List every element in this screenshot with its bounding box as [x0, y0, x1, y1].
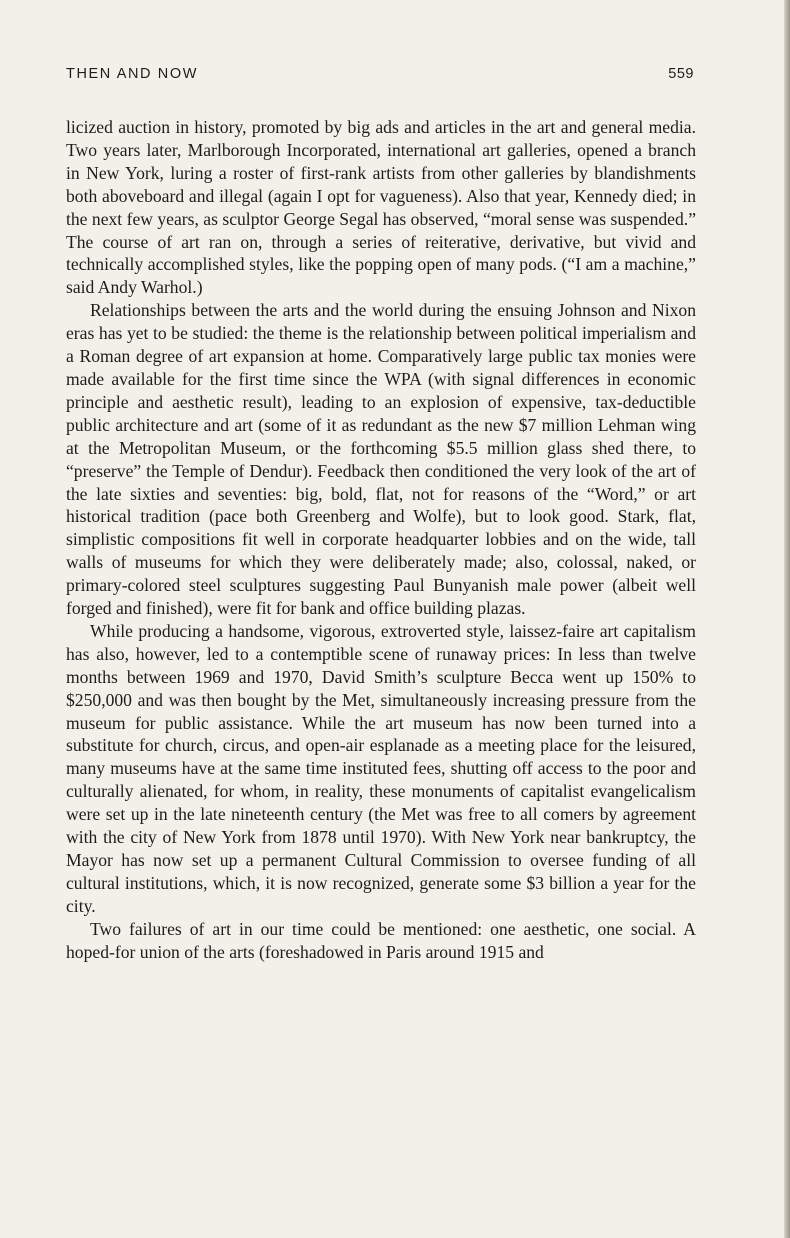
paragraph: licized auction in history, promoted by big ads and articles in the art and general media. Two years later, Marlborough Incorporated, international art galleries, opened a branch in New York, luring a roster of first-rank artists from other galleries by blandishments both aboveboard and illegal (again I opt for vagueness). Also that year, Kennedy died; in the next few years, as sculptor George Segal has observed, “moral sense was suspended.” The course of art ran on, through a series of reiterative, derivative, but vivid and technically accomplished styles, like the popping open of many pods. (“I am a machine,” said Andy Warhol.): [66, 117, 696, 298]
running-head: THEN AND NOW: [66, 66, 198, 82]
page-header: [66, 66, 694, 88]
paragraph: Two failures of art in our time could be mentioned: one aesthetic, one social. A hoped-for union of the arts (foreshadowed in Paris around 1915 and: [66, 918, 696, 962]
page-number: 559: [668, 66, 694, 82]
paragraph: Relationships between the arts and the world during the ensuing Johnson and Nixon eras has yet to be studied: the theme is the relationship between political imperialism and a Roman degree of art expansion at home. Comparatively large public tax monies were made available for the first time since the WPA (with signal differences in economic principle and aesthetic result), leading to an explosion of expensive, tax-deductible public architecture and art (some of it as redundant as the new $7 million Lehman wing at the Metropolitan Museum, or the forthcoming $5.5 million glass shed there, to “preserve” the Temple of Dendur). Feedback then conditioned the very look of the art of the late sixties and seventies: big, bold, flat, not for reasons of the “Word,” or art historical tradition (pace both Greenberg and Wolfe), but to look good. Stark, flat, simplistic compositions fit well in corporate headquarter lobbies and on the wide, tall walls of museums for which they were deliberately made; also, colossal, naked, or primary-colored steel sculptures suggesting Paul Bunyanish male power (albeit well forged and finished), were fit for bank and office building plazas.: [66, 300, 696, 619]
paragraph: While producing a handsome, vigorous, extroverted style, laissez-faire art capitalism has also, however, led to a contemptible scene of runaway prices: In less than twelve months between 1969 and 1970, David Smith’s sculpture Becca went up 150% to $250,000 and was then bought by the Met, simultaneously increasing pressure from the museum for public assistance. While the art museum has now been turned into a substitute for church, circus, and open-air esplanade as a meeting place for the leisured, many museums have at the same time instituted fees, shutting off access to the poor and culturally alienated, for whom, in reality, these monuments of capitalist evangelicalism were set up in the late nineteenth century (the Met was free to all comers by agreement with the city of New York from 1878 until 1970). With New York near bankruptcy, the Mayor has now set up a permanent Cultural Commission to oversee funding of all cultural institutions, which, it is now recognized, generate some $3 billion a year for the city.: [66, 620, 696, 916]
page-edge: [784, 0, 790, 1238]
body-text: [66, 116, 696, 964]
